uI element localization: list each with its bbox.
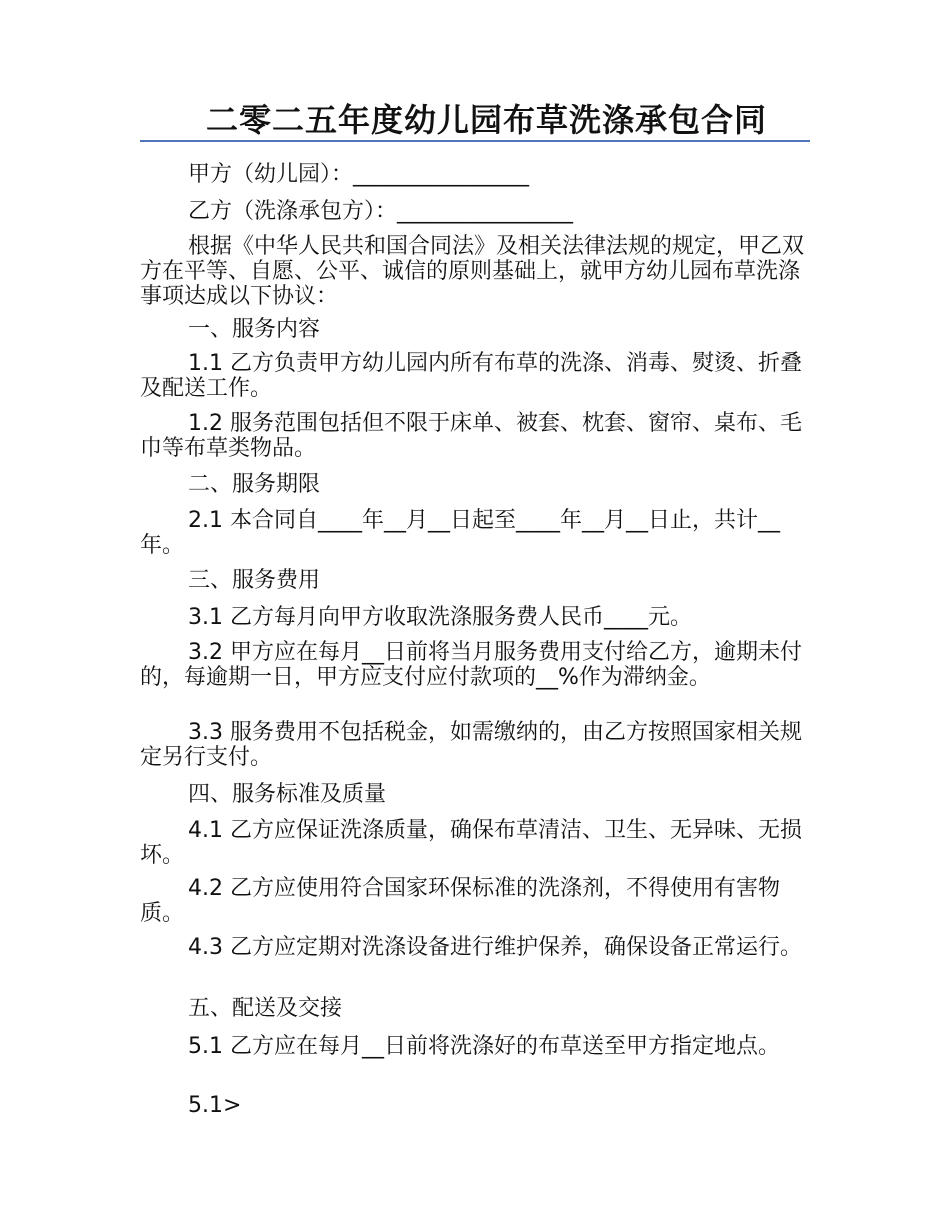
title-block [140,98,810,142]
clause-3-1: 3.1 乙方每月向甲方收取洗涤服务费人民币____元。 [188,605,692,630]
clause-1-1: 1.1 乙方负责甲方幼儿园内所有布草的洗涤、消毒、熨烫、折叠及配送工作。 [140,351,802,401]
section-5-heading: 五、配送及交接 [188,996,343,1021]
party-b-line: 乙方（洗涤承包方）：________________ [188,199,574,224]
party-a-line: 甲方（幼儿园）：________________ [188,162,530,187]
clause-4-2: 4.2 乙方应使用符合国家环保标准的洗涤剂，不得使用有害物质。 [140,876,780,926]
section-4-heading: 四、服务标准及质量 [188,782,387,807]
clause-5-2: 5.1> [188,1093,242,1118]
clause-3-3: 3.3 服务费用不包括税金，如需缴纳的，由乙方按照国家相关规定另行支付。 [140,720,802,770]
clause-4-1: 4.1 乙方应保证洗涤质量，确保布草清洁、卫生、无异味、无损坏。 [140,818,802,868]
clause-5-1: 5.1 乙方应在每月__日前将洗涤好的布草送至甲方指定地点。 [188,1034,780,1059]
clause-1-2: 1.2 服务范围包括但不限于床单、被套、枕套、窗帘、桌布、毛巾等布草类物品。 [140,411,802,461]
clause-2-1: 2.1 本合同自____年__月__日起至____年__月__日止，共计__年。 [140,508,780,558]
section-1-heading: 一、服务内容 [188,317,321,342]
section-3-heading: 三、服务费用 [188,568,321,593]
clause-4-3: 4.3 乙方应定期对洗涤设备进行维护保养，确保设备正常运行。 [188,935,802,960]
document-title: 二零二五年度幼儿园布草洗涤承包合同 [206,101,768,139]
section-2-heading: 二、服务期限 [188,472,321,497]
clause-3-2: 3.2 甲方应在每月__日前将当月服务费用支付给乙方，逾期未付的，每逾期一日，甲方应支付应付款项的__%作为滞纳金。 [140,640,802,690]
preamble-paragraph: 根据《中华人民共和国合同法》及相关法律法规的规定，甲乙双方在平等、自愿、公平、诚信的原则基础上，就甲方幼儿园布草洗涤事项达成以下协议： [140,234,805,309]
